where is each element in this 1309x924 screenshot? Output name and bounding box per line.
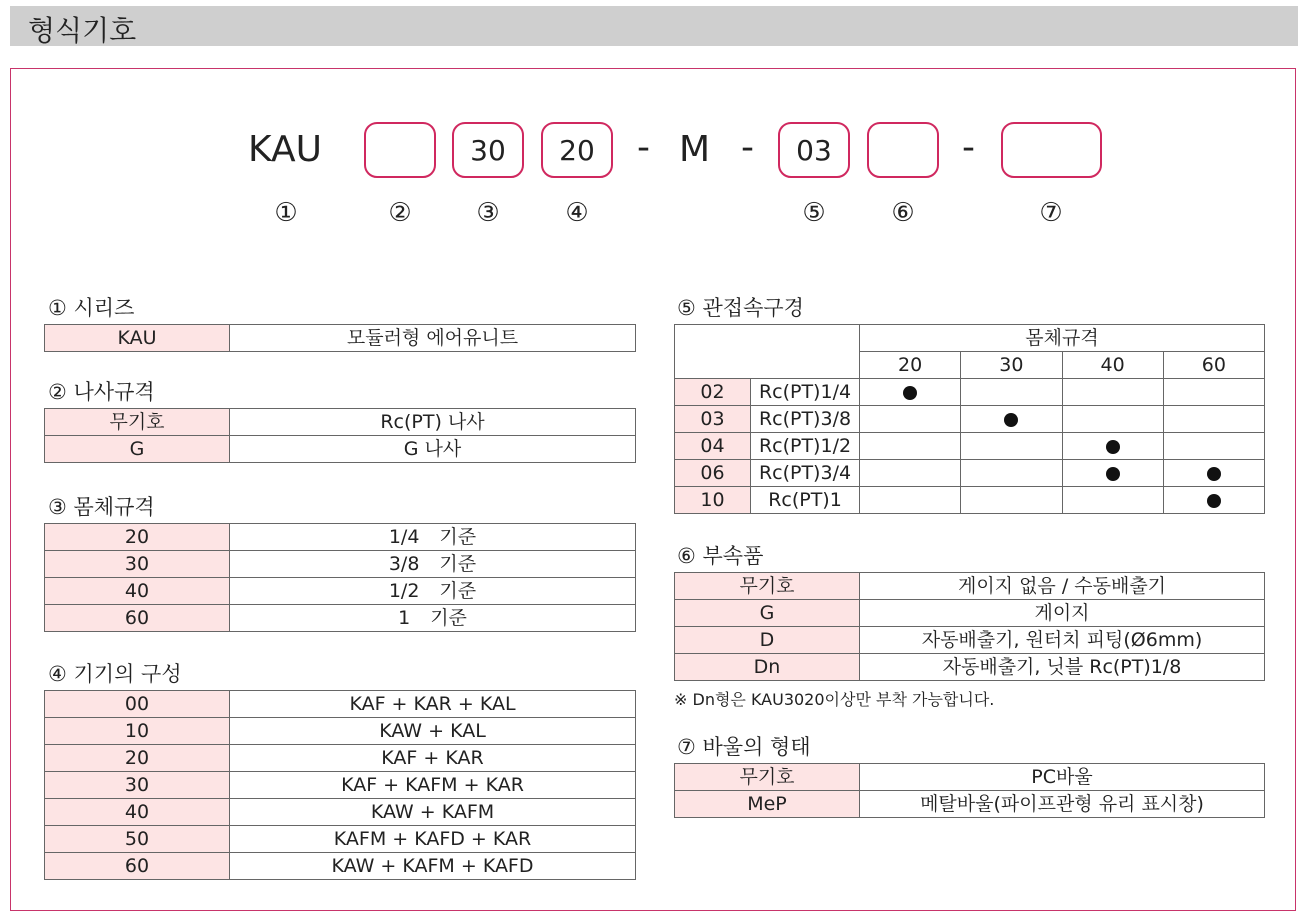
port-name: Rc(PT)3/4 — [751, 460, 860, 487]
table-row — [45, 691, 636, 718]
port-code: 02 — [675, 379, 751, 406]
accessory-code: 무기호 — [675, 573, 860, 600]
port-cell — [860, 487, 961, 514]
port-table — [674, 324, 1265, 514]
series-title: ① 시리즈 — [48, 296, 135, 320]
table-row — [675, 627, 1265, 654]
body-size-desc — [230, 551, 636, 578]
port-cell — [1163, 406, 1264, 433]
bowl-code: MeP — [675, 791, 860, 818]
body-size-table — [44, 523, 636, 632]
port-cell — [961, 487, 1062, 514]
series-table — [44, 324, 636, 352]
body-size-code: 60 — [45, 605, 230, 632]
port-col: 40 — [1062, 352, 1163, 379]
table-row — [45, 853, 636, 880]
port-cell — [1163, 433, 1264, 460]
config-desc: KAF + KAR — [230, 745, 636, 772]
body-size-port: 1/2 — [388, 580, 420, 602]
availability-dot — [903, 386, 917, 400]
body-size-code: 40 — [45, 578, 230, 605]
series-desc: 모듈러형 에어유니트 — [230, 325, 636, 352]
port-cell — [961, 406, 1062, 433]
thread-table — [44, 408, 636, 463]
body-size-port: 1/4 — [388, 526, 420, 548]
table-row — [45, 436, 636, 463]
port-cell — [1062, 406, 1163, 433]
config-code: 00 — [45, 691, 230, 718]
config-code: 60 — [45, 853, 230, 880]
code-box-port: 03 — [778, 122, 850, 178]
table-row — [675, 573, 1265, 600]
port-cell — [1163, 379, 1264, 406]
table-row — [675, 325, 1265, 352]
accessory-code: D — [675, 627, 860, 654]
marker-7: ⑦ — [1039, 198, 1063, 228]
port-code: 04 — [675, 433, 751, 460]
port-code: 03 — [675, 406, 751, 433]
bowl-table — [674, 763, 1265, 818]
code-dash-1: - — [637, 127, 650, 168]
page-title: 형식기호 — [28, 14, 137, 47]
thread-code: G — [45, 436, 230, 463]
table-row — [45, 578, 636, 605]
table-row — [45, 409, 636, 436]
table-row — [675, 460, 1265, 487]
table-row — [675, 406, 1265, 433]
code-box-accessory — [867, 122, 939, 178]
body-size-suffix: 기준 — [439, 580, 477, 602]
marker-6: ⑥ — [891, 198, 915, 228]
port-code: 10 — [675, 487, 751, 514]
port-cell — [961, 379, 1062, 406]
code-box-bowl — [1001, 122, 1102, 178]
marker-1: ① — [274, 198, 298, 228]
port-cell — [860, 379, 961, 406]
port-cell — [961, 433, 1062, 460]
body-size-suffix: 기준 — [430, 607, 467, 629]
availability-dot — [1106, 440, 1120, 454]
availability-dot — [1106, 467, 1120, 481]
marker-3: ③ — [476, 198, 500, 228]
table-row — [45, 605, 636, 632]
body-size-port: 3/8 — [388, 553, 420, 575]
code-box-config: 20 — [541, 122, 613, 178]
accessory-desc: 게이지 — [860, 600, 1265, 627]
accessory-desc: 게이지 없음 / 수동배출기 — [860, 573, 1265, 600]
bowl-desc: 메탈바울(파이프관형 유리 표시창) — [860, 791, 1265, 818]
thread-title: ② 나사규격 — [48, 380, 155, 404]
config-code: 30 — [45, 772, 230, 799]
port-cell — [860, 460, 961, 487]
table-row — [675, 487, 1265, 514]
table-row — [45, 718, 636, 745]
table-row — [675, 654, 1265, 681]
table-row — [45, 799, 636, 826]
code-dash-2: - — [741, 127, 754, 168]
config-code: 10 — [45, 718, 230, 745]
body-size-desc — [230, 605, 636, 632]
port-cell — [1062, 487, 1163, 514]
port-col: 60 — [1163, 352, 1264, 379]
config-desc: KAW + KAL — [230, 718, 636, 745]
accessory-code: G — [675, 600, 860, 627]
thread-desc: Rc(PT) 나사 — [230, 409, 636, 436]
config-table — [44, 690, 636, 880]
header-bar — [10, 6, 1298, 46]
table-row — [45, 745, 636, 772]
port-cell — [1062, 433, 1163, 460]
config-desc: KAFM + KAFD + KAR — [230, 826, 636, 853]
availability-dot — [1207, 467, 1221, 481]
port-cell — [1163, 460, 1264, 487]
table-row — [675, 600, 1265, 627]
table-row — [675, 791, 1265, 818]
body-size-suffix: 기준 — [439, 553, 477, 575]
port-cell — [1163, 487, 1264, 514]
body-size-code: 20 — [45, 524, 230, 551]
body-size-title: ③ 몸체규격 — [48, 495, 155, 519]
bowl-desc: PC바울 — [860, 764, 1265, 791]
code-dash-3: - — [962, 127, 975, 168]
port-cell — [1062, 460, 1163, 487]
body-size-suffix: 기준 — [439, 526, 477, 548]
accessory-code: Dn — [675, 654, 860, 681]
port-code: 06 — [675, 460, 751, 487]
bowl-title: ⑦ 바울의 형태 — [677, 735, 811, 759]
table-row — [45, 772, 636, 799]
marker-4: ④ — [565, 198, 589, 228]
config-title: ④ 기기의 구성 — [48, 662, 182, 686]
config-code: 20 — [45, 745, 230, 772]
port-col: 30 — [961, 352, 1062, 379]
port-title: ⑤ 관접속구경 — [677, 296, 804, 320]
table-row — [675, 379, 1265, 406]
port-cell — [860, 406, 961, 433]
code-middle: M — [679, 129, 711, 170]
code-box-thread — [364, 122, 436, 178]
marker-5: ⑤ — [802, 198, 826, 228]
port-corner — [675, 325, 860, 379]
accessory-title: ⑥ 부속품 — [677, 544, 764, 568]
table-row — [45, 826, 636, 853]
thread-desc: G 나사 — [230, 436, 636, 463]
port-cell — [1062, 379, 1163, 406]
config-desc: KAW + KAFM — [230, 799, 636, 826]
port-name: Rc(PT)3/8 — [751, 406, 860, 433]
accessory-desc: 자동배출기, 닛블 Rc(PT)1/8 — [860, 654, 1265, 681]
code-prefix: KAU — [248, 129, 322, 170]
body-size-code: 30 — [45, 551, 230, 578]
config-code: 50 — [45, 826, 230, 853]
port-name: Rc(PT)1 — [751, 487, 860, 514]
table-row — [675, 764, 1265, 791]
port-cell — [860, 433, 961, 460]
table-row — [45, 524, 636, 551]
port-header: 몸체규격 — [860, 325, 1265, 352]
body-size-desc — [230, 578, 636, 605]
table-row — [675, 433, 1265, 460]
table-row — [45, 325, 636, 352]
thread-code: 무기호 — [45, 409, 230, 436]
marker-2: ② — [388, 198, 412, 228]
accessory-table — [674, 572, 1265, 681]
config-code: 40 — [45, 799, 230, 826]
series-code: KAU — [45, 325, 230, 352]
config-desc: KAF + KAR + KAL — [230, 691, 636, 718]
port-cell — [961, 460, 1062, 487]
config-desc: KAF + KAFM + KAR — [230, 772, 636, 799]
table-row — [45, 551, 636, 578]
code-box-body-size: 30 — [452, 122, 524, 178]
availability-dot — [1004, 413, 1018, 427]
bowl-code: 무기호 — [675, 764, 860, 791]
config-desc: KAW + KAFM + KAFD — [230, 853, 636, 880]
body-size-desc — [230, 524, 636, 551]
port-col: 20 — [860, 352, 961, 379]
port-name: Rc(PT)1/2 — [751, 433, 860, 460]
availability-dot — [1207, 494, 1221, 508]
port-name: Rc(PT)1/4 — [751, 379, 860, 406]
accessory-note: ※ Dn형은 KAU3020이상만 부착 가능합니다. — [674, 690, 995, 709]
accessory-desc: 자동배출기, 원터치 피팅(Ø6mm) — [860, 627, 1265, 654]
body-size-port: 1 — [398, 607, 411, 629]
